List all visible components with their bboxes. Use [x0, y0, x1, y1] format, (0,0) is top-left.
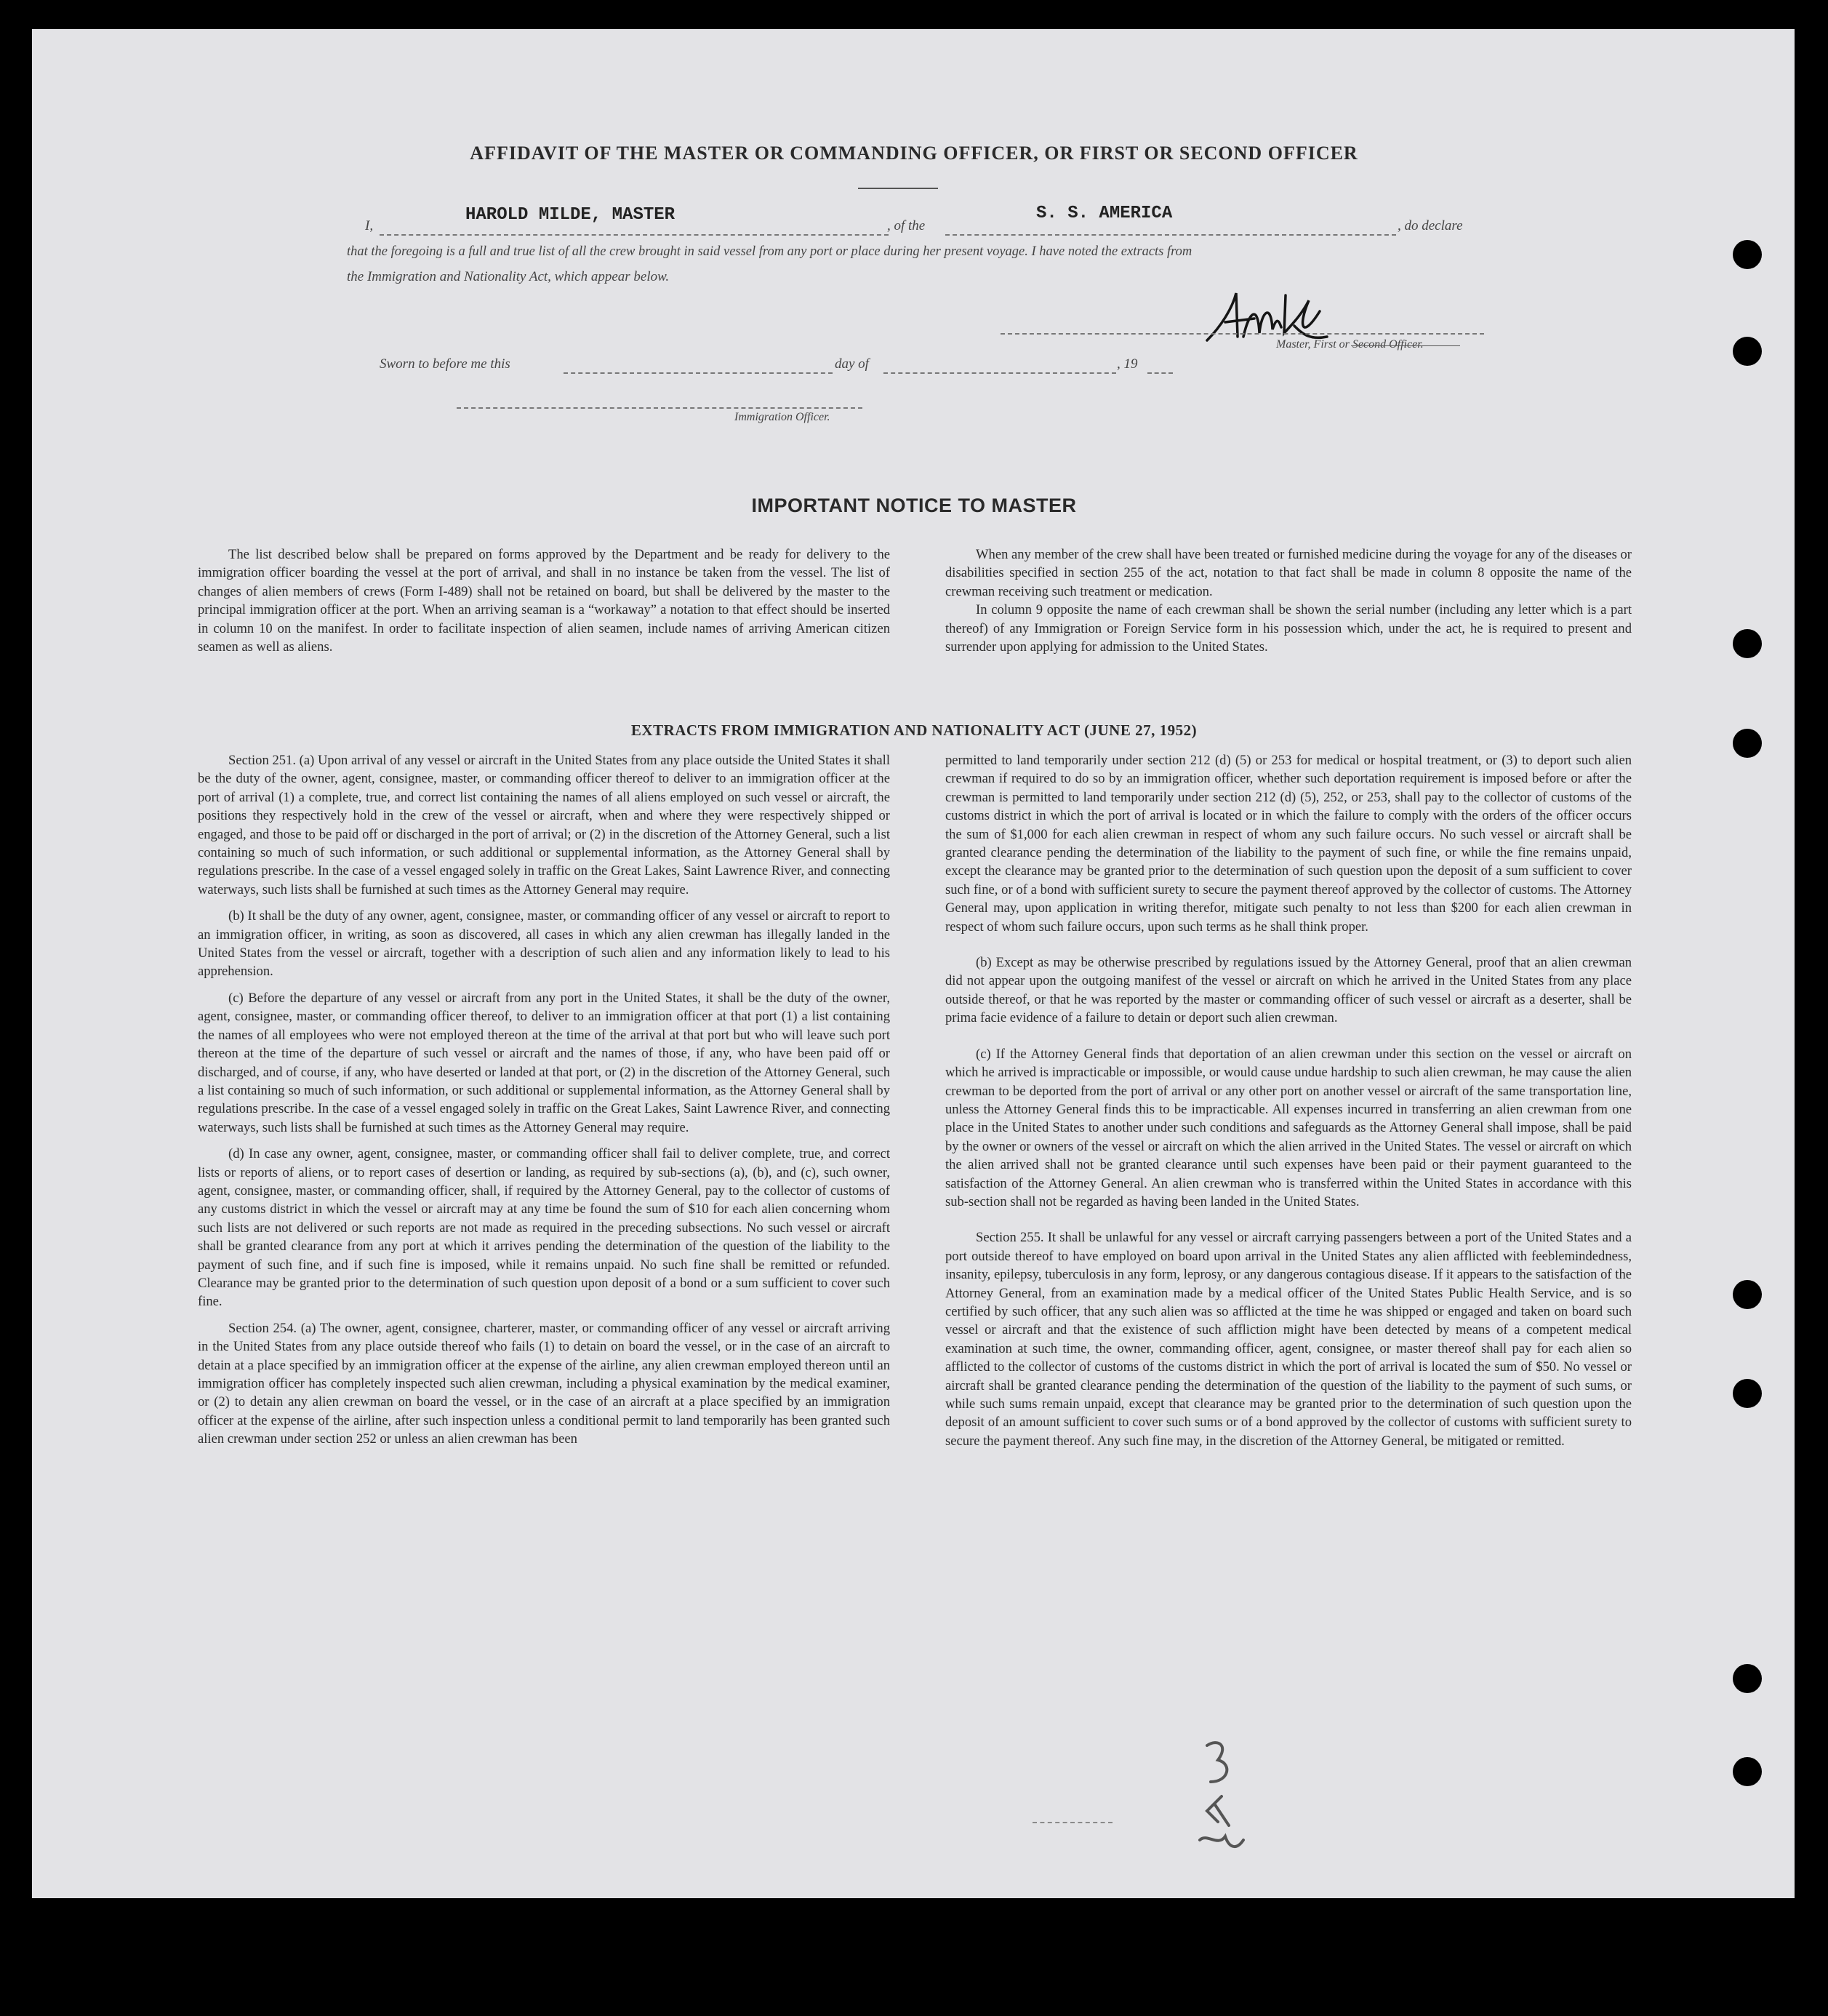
year-line — [1147, 372, 1173, 374]
notice-paragraph: When any member of the crew shall have been treated or furnished medicine during the voyage for any of the diseases or disabilities specified in section 255 of the act, notation to that fact shall be made in column 8 opposite the name of the crewman receiving such treatment or medication. — [945, 547, 1632, 599]
do-declare-label: , do declare — [1398, 218, 1463, 233]
i-label: I, — [365, 218, 374, 233]
act-section: (b) Except as may be otherwise prescribed by regulations issued by the Attorney General, proof that an alien crewman did not appear upon the outgoing manifest of the vessel or aircraft on which he arrived in the United States from any place outside thereof, or that he was reported by the master or commanding officer of such vessel or aircraft as a deserter, shall be prima facie evidence of a failure to detain or deport such alien crewman. — [945, 955, 1632, 1026]
vessel-line — [945, 234, 1396, 236]
title-underline — [858, 188, 938, 189]
notice-paragraph: The list described below shall be prepared on forms approved by the Department and be ready for delivery to the immigration officer boarding the vessel at the port of arrival, and shall in no instance be taken from the vessel. The list of changes of alien members of crews (Form I-489) shall not be retained on board, but shall be delivered by the master to the principal immigration officer at the port. When an arriving seaman is a “workaway” a notation to that effect should be inserted in column 10 on the manifest. In order to facilitate inspection of alien seamen, include names of arriving American citizen seamen as well as aliens. — [198, 547, 890, 655]
act-section: Section 251. (a) Upon arrival of any vessel or aircraft in the United States from any place outside the United States it shall be the duty of the owner, agent, consignee, master, or commanding officer thereof to deliver to an immigration officer at the port of arrival (1) a complete, true, and correct list containing the names of all aliens employed on such vessel or aircraft, the positions they respectively hold in the crew of the vessel or aircraft, when and where they were respectively shipped or engaged, and those to be paid off or discharged in the port of arrival; or (2) in the discretion of the Attorney General, such a list containing so much of such information, or such additional or supplemental information, as the Attorney General shall by regulations prescribe. In the case of a vessel engaged solely in traffic on the Great Lakes, Saint Lawrence River, and connecting waterways, such lists shall be furnished at such times as the Attorney General may require. — [198, 753, 890, 897]
notice-left-column — [198, 545, 890, 656]
punch-hole — [1733, 1664, 1762, 1693]
notice-title: IMPORTANT NOTICE TO MASTER — [751, 495, 1077, 516]
sworn-day-line — [564, 372, 833, 374]
notice-right-column — [945, 545, 1632, 656]
notice-paragraph: In column 9 opposite the name of each crewman shall be shown the serial number (including any letter which is a part thereof) of any Immigration or Foreign Service form in his possession which, under the act, he is required to present and surrender upon applying for admission to the United States. — [945, 602, 1632, 655]
strikeout — [1351, 345, 1460, 346]
extracts-title: EXTRACTS FROM IMMIGRATION AND NATIONALITY ACT (JUNE 27, 1952) — [630, 721, 1198, 739]
punch-hole — [1733, 1757, 1762, 1786]
act-section: (c) If the Attorney General finds that deportation of an alien crewman under this section on the vessel or aircraft on which he arrived is impracticable or impossible, or would cause undue hardship to such alien crewman, he may cause the alien crewman to be deported from the port of arrival or any other port on another vessel or aircraft of the same transportation line, unless the Attorney General finds this to be impracticable. All expenses incurred in transferring an alien crewman from one place in the United States to another under such conditions and safeguards as the Attorney General shall impose, shall be paid by the owner or owners of the vessel or aircraft on which the alien arrived in the United States. The vessel or aircraft on which the alien arrived shall not be granted clearance until such expenses have been paid or their payment guaranteed to the satisfaction of the Attorney General. An alien crewman who is transferred within the United States in accordance with this sub-section shall not be regarded as having been landed in the United States. — [945, 1046, 1632, 1209]
handwritten-page-mark — [1178, 1731, 1265, 1876]
vessel-name: S. S. AMERICA — [1036, 204, 1173, 223]
signature-caption: Master, First or Second Officer. — [1276, 338, 1424, 351]
act-section: Section 254. (a) The owner, agent, consignee, charterer, master, or commanding officer of any vessel or aircraft arriving in the United States from any place outside thereof who fails (1) to detain on board the vessel, or in the case of an aircraft to detain at a place specified by an immigration officer at the expense of the airline, any alien crewman employed thereon until an immigration officer has completely inspected such alien crewman, including a physical examination by the medical examiner, or (2) to detain any alien crewman on board the vessel, or in the case of an aircraft at a place specified by an immigration officer at the expense of the airline, after such inspection unless a conditional permit to land temporarily has been granted such alien crewman under section 252 or unless an alien crewman has been — [198, 1320, 890, 1447]
officer-caption: Immigration Officer. — [734, 411, 830, 423]
officer-line — [457, 407, 862, 409]
declaration-line-1: that the foregoing is a full and true list of all the crew brought in said vessel from any port or place during her present voyage. I have noted the extracts from — [347, 244, 1192, 259]
signature-line — [1001, 333, 1484, 335]
punch-hole — [1733, 240, 1762, 269]
day-of-label: day of — [835, 356, 869, 372]
sworn-month-line — [883, 372, 1116, 374]
extracts-right-column — [945, 751, 1632, 1450]
punch-hole — [1733, 629, 1762, 658]
act-section: permitted to land temporarily under section 212 (d) (5) or 253 for medical or hospital treatment, or (3) to deport such alien crewman if required to do so by an immigration officer, whether such deportation requirement is imposed before or after the crewman is permitted to land temporarily under section 212 (d) (5), 252, or 253, shall pay to the collector of customs of the customs district in which the port of arrival is located or in which the failure to comply with the orders of the officer occurs the sum of $1,000 for each alien crewman in respect of whom any such failure occurs. No such vessel or aircraft shall be granted clearance pending the determination of the liability to the payment of such fine, or while the fine remains unpaid, except the clearance may be granted prior to the determination of such question upon the deposit of a sum sufficient to cover such fine, or of a bond with sufficient surety to secure the payment thereof approved by the collector of customs. The Attorney General may, upon application in writing therefor, mitigate such penalty to not less than $200 for each alien crewman in respect of whom such failure occurs, upon such terms as he shall think proper. — [945, 753, 1632, 935]
extracts-left-column — [198, 751, 890, 1449]
punch-hole — [1733, 1379, 1762, 1408]
fold-mark — [1033, 1822, 1113, 1823]
act-section: (b) It shall be the duty of any owner, agent, consignee, master, or commanding officer of any vessel or aircraft to report to an immigration officer, in writing, as soon as discovered, all cases in which any alien crewman has illegally landed in the United States from the vessel or aircraft, together with a description of such alien and any information likely to lead to his apprehension. — [198, 908, 890, 980]
master-name: HAROLD MILDE, MASTER — [465, 205, 676, 225]
of-the-label: , of the — [887, 218, 926, 233]
punch-hole — [1733, 337, 1762, 366]
affidavit-title: AFFIDAVIT OF THE MASTER OR COMMANDING OFFICER, OR FIRST OR SECOND OFFICER — [470, 143, 1358, 164]
punch-hole — [1733, 1280, 1762, 1309]
act-section: (c) Before the departure of any vessel or aircraft from any port in the United States, it shall be the duty of the owner, agent, consignee, master, or commanding officer thereof, to deliver to an immigration officer at that port (1) a list containing the names of all employees who were not employed thereon at the time of the arrival at that port but who will leave such port thereon at the time of the departure of such vessel or aircraft and the names of those, if any, who have been paid off or discharged, and of course, if any, who have deserted or landed at that port, or (2) in the discretion of the Attorney General, such a list containing so much of such information, or such additional or supplemental information, as the Attorney General shall by regulations prescribe. In the case of a vessel engaged solely in traffic on the Great Lakes, Saint Lawrence River, and connecting waterways, such lists shall be furnished at such times as the Attorney General may require. — [198, 990, 890, 1135]
declaration-line-2: the Immigration and Nationality Act, which appear below. — [347, 269, 670, 284]
act-section: (d) In case any owner, agent, consignee, master, or commanding officer shall fail to deliver complete, true, and correct lists or reports of aliens, or to report cases of desertion or landing, as required by sub-sections (a), (b), and (c), such owner, agent, consignee, master, or commanding officer, shall, if required by the Attorney General, pay to the collector of customs of any customs district in which the vessel or aircraft may at any time be found the sum of $10 for each alien concerning whom such lists are not delivered or such reports are not made as required in the preceding subsections. No such vessel or aircraft shall be granted clearance from any port at which it arrives pending the determination of the question of the liability to the payment of such fine, and if such fine is imposed, while it remains unpaid. No such fine shall be remitted or refunded. Clearance may be granted prior to the determination of such question upon deposit of a bond or a sum sufficient to cover such fine. — [198, 1146, 890, 1310]
year-label: , 19 — [1117, 356, 1138, 372]
sworn-label: Sworn to before me this — [380, 356, 510, 372]
name-line — [380, 234, 889, 236]
act-section: Section 255. It shall be unlawful for any vessel or aircraft carrying passengers between a port of the United States and a port outside thereof to have employed on board upon arrival in the United States any alien afflicted with feeblemindedness, insanity, epilepsy, tuberculosis in any form, leprosy, or any dangerous contagious disease. If it appears to the satisfaction of the Attorney General, from an examination made by a medical officer of the United States Public Health Service, and is so certified by such officer, that any such alien was so afflicted at the time he was shipped or engaged and taken on board such vessel or aircraft and that the existence of such affliction might have been detected by means of a competent medical examination at such time, the owner, commanding officer, agent, consignee, or master thereof shall pay for each alien so afflicted to the collector of customs of the customs district in which the port of arrival is located the sum of $50. No vessel or aircraft shall be granted clearance pending the determination of the question of the liability to the payment of such sums, or while such sums remain unpaid, except that clearance may be granted prior to the determination of such question upon the deposit of an amount sufficient to cover such sums or of a bond approved by the collector of customs with sufficient surety to secure the payment thereof. Any such fine may, in the discretion of the Attorney General, be mitigated or remitted. — [945, 1230, 1632, 1449]
